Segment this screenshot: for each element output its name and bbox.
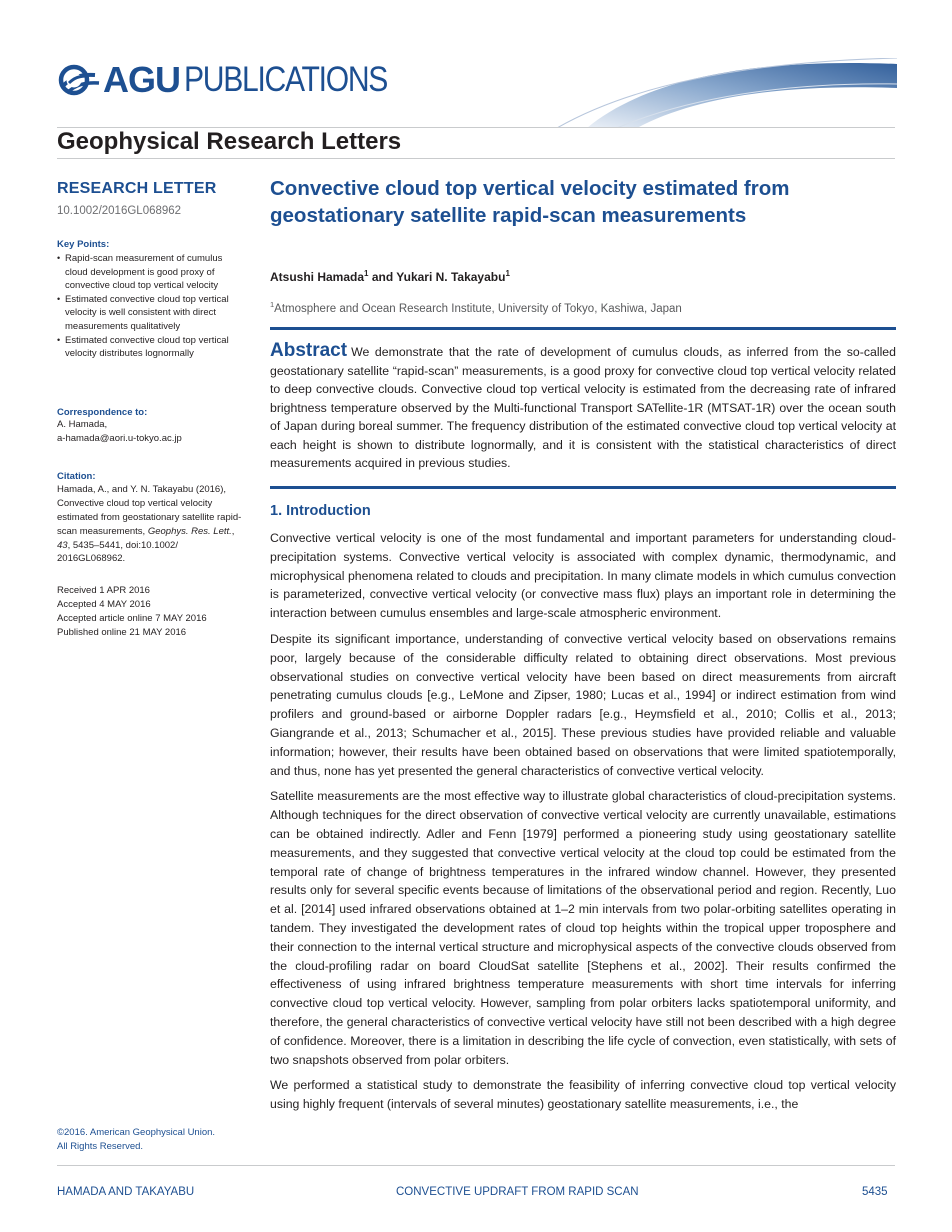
key-point: • Estimated convective cloud top vertical velocity distributes lognormally xyxy=(57,334,242,361)
author-1-affil-sup: 1 xyxy=(364,269,369,278)
affiliation-text: Atmosphere and Ocean Research Institute, University of Tokyo, Kashiwa, Japan xyxy=(274,302,682,315)
abstract-text: We demonstrate that the rate of development of cumulus clouds, as inferred from the so-called geostationary satellite “rapid-scan” measurements, is a good proxy for convective cloud top vertical velocity related to deep convective clouds. Convective cloud top vertical velocity is estimated from the decreasing rate of infrared brightness temperature observed by the Multi-functional Transport SATellite-1R (MTSAT-1R) over the ocean south of Japan during boreal summer. The frequency distribution of the estimated convective cloud top vertical velocity at each height is shown to distribute lognormally, and it is consistent with the statistical characteristics of direct measurements acquired in previous studies. xyxy=(270,345,896,470)
footer-authors: HAMADA AND TAKAYABU xyxy=(57,1186,195,1198)
date-accepted: Accepted 4 MAY 2016 xyxy=(57,598,151,610)
correspondence-label: Correspondence to: xyxy=(57,406,148,418)
body-paragraph: Convective vertical velocity is one of the most fundamental and important parameters for understanding cloud-precipitation systems. Convective vertical velocity is associated with complex dynamic, thermodynamic, and microphysical phenomena related to clouds and precipitation. In many climate models in which cumulus convection is parameterized, convective vertical velocity (or convective mass flux) plays an important role in determining the interaction between cumulus ensembles and large-scale atmospheric environment. xyxy=(270,531,896,621)
doi[interactable]: 10.1002/2016GL068962 xyxy=(57,205,182,217)
date-accepted-online: Accepted article online 7 MAY 2016 xyxy=(57,612,207,624)
body-paragraph: Satellite measurements are the most effective way to illustrate global characteristics of cloud-precipitation systems. Although techniques for the direct observation of convective vertical velocity are currently unavailable, estimations can be obtained indirectly. Adler and Fenn [1979] performed a pioneering study using geostationary satellite measurements, and they suggested that convective vertical velocity at the cloud top could be estimated from the temporal rate of change of brightness temperatures in the infrared window channel. However, they presented results only for several specific events because of limitations of the observational period and region. Recently, Luo et al. [2014] used infrared observations obtained at 1–2 min intervals from two polar-orbiting satellites operating in tandem. They investigated the development rates of cloud top heights within the tropical upper troposphere and their connection to the internal vertical structure and microphysical aspects of the convective clouds observed from the cloud-profiling radar on board CloudSat satellite [Stephens et al., 2002]. Their results confirmed the effectiveness of using infrared brightness temperature measurements with short time intervals for inferring convective cloud top vertical velocity. However, sampling from polar orbiters lacks spatiotemporal uniformity, and therefore, the general characteristics of convective vertical velocity have still not been described with a high degree of confidence. Moreover, there is a limitation in describing the life cycle of convection, even statistically, with sets of two snapshots observed from polar orbiters. xyxy=(270,789,896,1067)
citation-sep: , xyxy=(231,525,235,537)
author-1: Atsushi Hamada xyxy=(270,270,365,284)
brand-publications-text: PUBLICATIONS xyxy=(184,60,388,99)
footer-rule xyxy=(57,1165,895,1166)
affiliation-sup: 1 xyxy=(270,300,275,309)
article-title: Convective cloud top vertical velocity estimated from geostationary satellite rapid-scan measurements xyxy=(270,177,790,227)
section-heading-introduction: 1. Introduction xyxy=(270,503,371,519)
article-type: RESEARCH LETTER xyxy=(57,180,217,197)
date-received: Received 1 APR 2016 xyxy=(57,585,150,597)
journal-rule xyxy=(57,158,895,159)
correspondence-email[interactable]: a-hamada@aori.u-tokyo.ac.jp xyxy=(57,432,182,444)
copyright-line-1: ©2016. American Geophysical Union. xyxy=(57,1127,216,1138)
agu-publications-logo xyxy=(57,60,420,100)
key-points-list xyxy=(57,252,242,361)
citation-text xyxy=(57,483,242,566)
date-published: Published online 21 MAY 2016 xyxy=(57,626,187,638)
abstract xyxy=(270,342,896,473)
key-points-label: Key Points: xyxy=(57,239,110,250)
journal-title: Geophysical Research Letters xyxy=(57,128,402,155)
affiliation xyxy=(270,300,682,315)
citation-part-a: Hamada, A., and Y. N. Takayabu (2016), Convective cloud top vertical velocity estimated from geostationary satellite rapid-scan measurements, xyxy=(57,484,242,537)
sidebar xyxy=(57,180,242,639)
footer-page-number: 5435 xyxy=(862,1186,888,1198)
article-authors xyxy=(270,269,510,284)
correspondence-name: A. Hamada, xyxy=(57,418,108,430)
header-arc-graphic xyxy=(557,58,897,128)
abstract-top-bar xyxy=(270,327,896,330)
copyright-line-2: All Rights Reserved. xyxy=(57,1141,144,1152)
article-dates xyxy=(57,584,242,639)
abstract-bottom-bar xyxy=(270,486,896,489)
citation-volume: 43 xyxy=(57,539,68,551)
footer-running-title: CONVECTIVE UPDRAFT FROM RAPID SCAN xyxy=(396,1186,639,1198)
body-paragraph: We performed a statistical study to demonstrate the feasibility of inferring convective cloud top vertical velocity using highly frequent (intervals of several minutes) geostationary satellite measurements, i.e., the xyxy=(270,1078,896,1112)
body-paragraph: Despite its significant importance, understanding of convective vertical velocity based on observations remains poor, largely because of the considerable difficulty related to obtaining direct observations. Most previous observational studies on convective vertical velocity have been based on direct measurements from aircraft penetrating cumulus clouds [e.g., LeMone and Zipser, 1980; Lucas et al., 1994] or indirect estimation from wind profilers and ground-based or airborne Doppler radars [e.g., Heymsfield et al., 2010; Collis et al., 2013; Giangrande et al., 2013; Schumacher et al., 2015]. These previous studies have provided reliable and valuable information; however, their results have been obtained based on observations that were limited spatiotemporally, and thus, none has yet presented the general characteristics of convective vertical velocity. xyxy=(270,631,896,778)
agu-globe-icon xyxy=(57,61,103,99)
brand-agu-text: AGU xyxy=(103,59,180,100)
author-2: and Yukari N. Takayabu xyxy=(368,270,506,284)
key-point: • Estimated convective cloud top vertical velocity is well consistent with direct measurements qualitatively xyxy=(57,293,242,334)
article-body xyxy=(270,529,896,1121)
abstract-heading: Abstract xyxy=(270,340,348,361)
copyright xyxy=(57,1126,215,1154)
citation-journal: Geophys. Res. Lett. xyxy=(147,525,232,537)
key-point: • Rapid-scan measurement of cumulus cloud development is good proxy of convective cloud top vertical velocity xyxy=(57,252,242,293)
author-2-affil-sup: 1 xyxy=(505,269,510,278)
citation-part-b: , 5435–5441, doi:10.1002/ 2016GL068962. xyxy=(57,539,178,565)
citation-label: Citation: xyxy=(57,471,96,483)
